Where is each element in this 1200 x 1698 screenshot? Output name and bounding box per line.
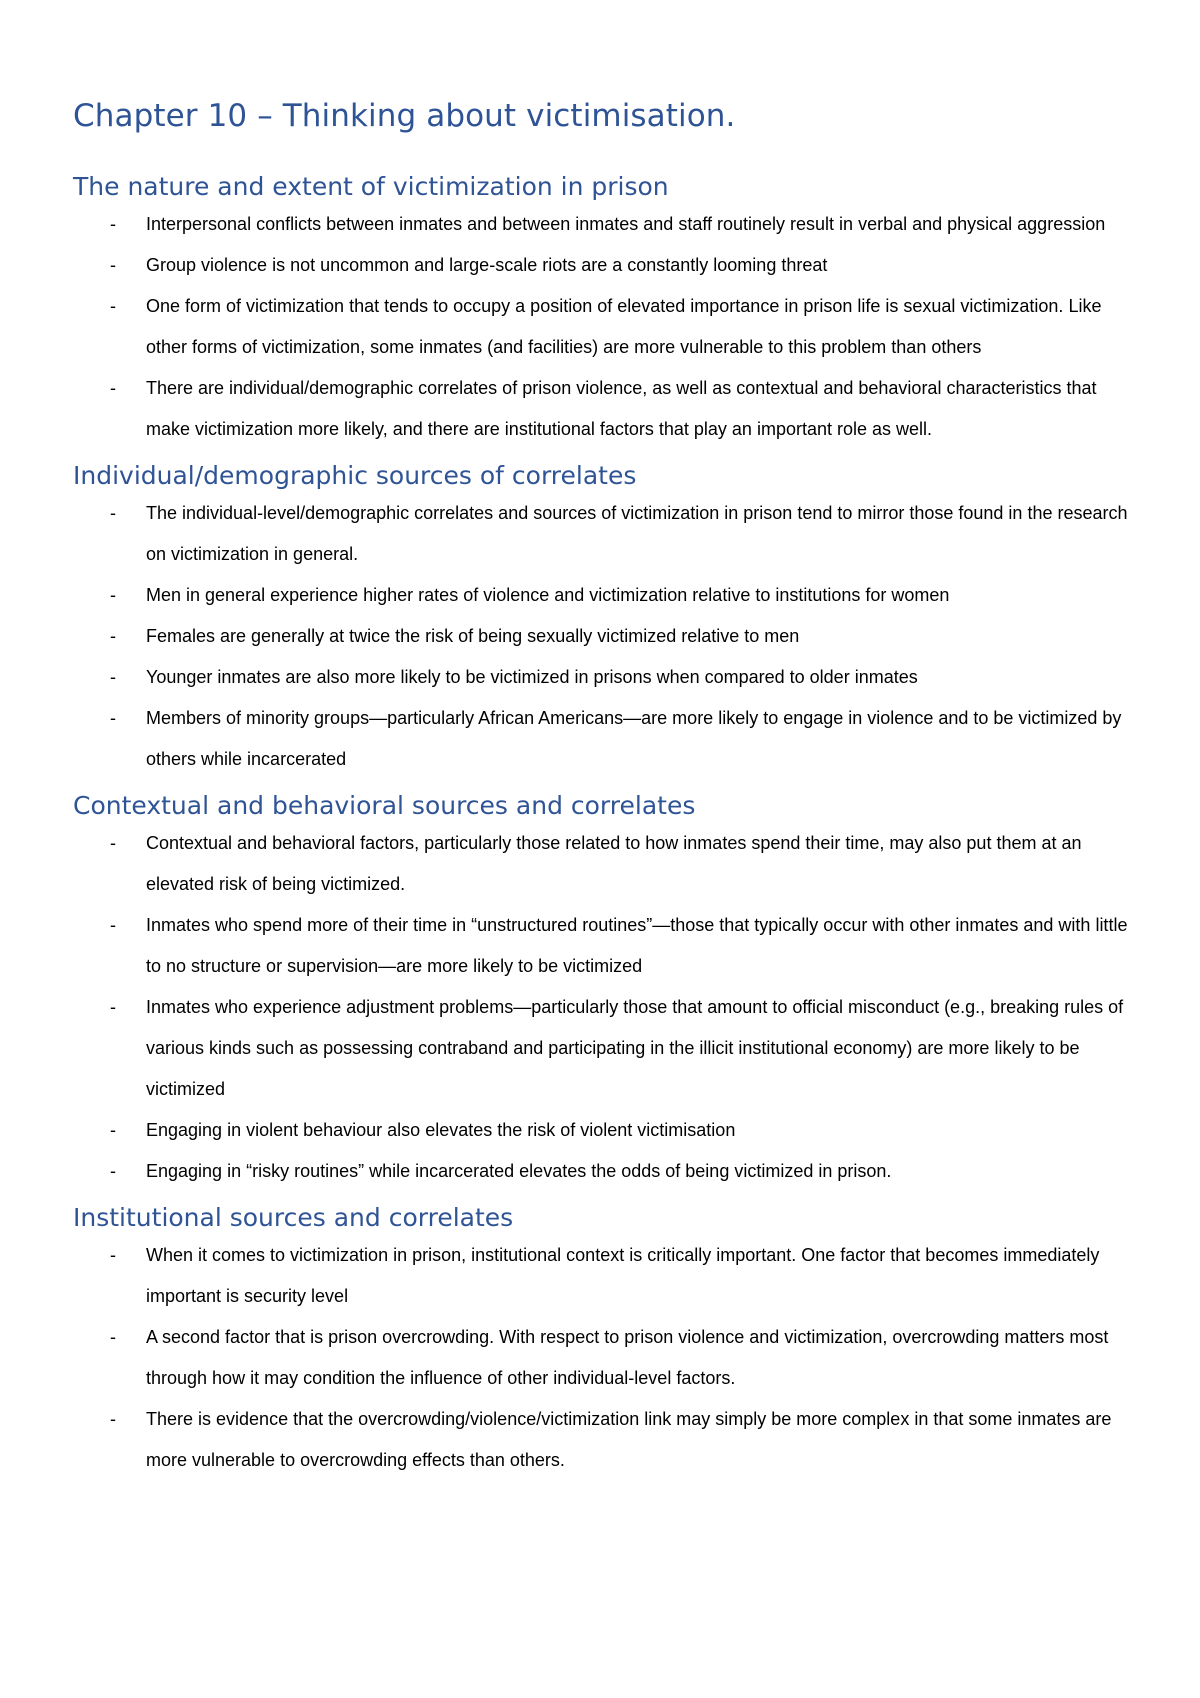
section-nature-extent bbox=[73, 170, 1140, 450]
bullet-dash: - bbox=[110, 255, 116, 275]
bullet-dash: - bbox=[110, 503, 116, 523]
bullet-item bbox=[73, 616, 1140, 657]
section-heading: Institutional sources and correlates bbox=[73, 1203, 514, 1232]
bullet-item bbox=[73, 1399, 1140, 1481]
bullet-text: Engaging in “risky routines” while incarcerated elevates the odds of being victimized in prison. bbox=[146, 1161, 892, 1181]
bullet-item bbox=[73, 575, 1140, 616]
bullet-dash: - bbox=[110, 1409, 116, 1429]
bullet-item bbox=[73, 1317, 1140, 1399]
bullet-item bbox=[73, 1110, 1140, 1151]
bullet-dash: - bbox=[110, 915, 116, 935]
bullet-item bbox=[73, 204, 1140, 245]
bullet-dash: - bbox=[110, 1161, 116, 1181]
section-institutional bbox=[73, 1201, 1140, 1481]
bullet-item bbox=[73, 1151, 1140, 1192]
bullet-dash: - bbox=[110, 626, 116, 646]
bullet-text: One form of victimization that tends to occupy a position of elevated importance in prison life is sexual victimization. Like other forms of victimization, some inmates (and facilities) are more vulnerable to this problem than others bbox=[146, 296, 1102, 357]
bullet-dash: - bbox=[110, 296, 116, 316]
bullet-item bbox=[73, 245, 1140, 286]
bullet-dash: - bbox=[110, 214, 116, 234]
bullet-list bbox=[73, 823, 1140, 1192]
bullet-text: A second factor that is prison overcrowding. With respect to prison violence and victimization, overcrowding matters most through how it may condition the influence of other individual-level factors. bbox=[146, 1327, 1109, 1388]
bullet-text: Engaging in violent behaviour also elevates the risk of violent victimisation bbox=[146, 1120, 736, 1140]
bullet-dash: - bbox=[110, 1120, 116, 1140]
bullet-item bbox=[73, 698, 1140, 780]
chapter-title: Chapter 10 – Thinking about victimisation. bbox=[73, 98, 736, 134]
bullet-text: Group violence is not uncommon and large-scale riots are a constantly looming threat bbox=[146, 255, 828, 275]
bullet-text: Younger inmates are also more likely to be victimized in prisons when compared to older inmates bbox=[146, 667, 918, 687]
bullet-dash: - bbox=[110, 378, 116, 398]
bullet-dash: - bbox=[110, 1327, 116, 1347]
section-heading: The nature and extent of victimization in prison bbox=[73, 172, 669, 201]
bullet-text: When it comes to victimization in prison, institutional context is critically important. One factor that becomes immediately important is security level bbox=[146, 1245, 1100, 1306]
bullet-list bbox=[73, 204, 1140, 450]
bullet-list bbox=[73, 1235, 1140, 1481]
bullet-item bbox=[73, 493, 1140, 575]
bullet-text: Contextual and behavioral factors, particularly those related to how inmates spend their time, may also put them at an elevated risk of being victimized. bbox=[146, 833, 1082, 894]
section-heading: Individual/demographic sources of correlates bbox=[73, 461, 637, 490]
bullet-dash: - bbox=[110, 997, 116, 1017]
bullet-text: Men in general experience higher rates of violence and victimization relative to institutions for women bbox=[146, 585, 950, 605]
bullet-dash: - bbox=[110, 708, 116, 728]
bullet-text: Inmates who spend more of their time in “unstructured routines”—those that typically occur with other inmates and with little to no structure or supervision—are more likely to be victimized bbox=[146, 915, 1128, 976]
bullet-item bbox=[73, 286, 1140, 368]
bullet-item bbox=[73, 657, 1140, 698]
bullet-text: There is evidence that the overcrowding/violence/victimization link may simply be more complex in that some inmates are more vulnerable to overcrowding effects than others. bbox=[146, 1409, 1112, 1470]
bullet-text: Inmates who experience adjustment problems—particularly those that amount to official misconduct (e.g., breaking rules of various kinds such as possessing contraband and participating in the illicit institutional economy) are more likely to be victimized bbox=[146, 997, 1124, 1099]
bullet-text: There are individual/demographic correlates of prison violence, as well as contextual and behavioral characteristics that make victimization more likely, and there are institutional factors that play an important role as well. bbox=[146, 378, 1097, 439]
bullet-list bbox=[73, 493, 1140, 780]
section-individual-demographic bbox=[73, 459, 1140, 780]
bullet-text: Members of minority groups—particularly African Americans—are more likely to engage in violence and to be victimized by others while incarcerated bbox=[146, 708, 1122, 769]
bullet-text: Females are generally at twice the risk of being sexually victimized relative to men bbox=[146, 626, 800, 646]
bullet-item bbox=[73, 1235, 1140, 1317]
bullet-item bbox=[73, 987, 1140, 1110]
bullet-text: The individual-level/demographic correlates and sources of victimization in prison tend to mirror those found in the research on victimization in general. bbox=[146, 503, 1128, 564]
bullet-item bbox=[73, 368, 1140, 450]
bullet-text: Interpersonal conflicts between inmates and between inmates and staff routinely result in verbal and physical aggression bbox=[146, 214, 1106, 234]
bullet-dash: - bbox=[110, 1245, 116, 1265]
bullet-item bbox=[73, 905, 1140, 987]
section-contextual-behavioral bbox=[73, 789, 1140, 1192]
section-heading: Contextual and behavioral sources and correlates bbox=[73, 791, 696, 820]
bullet-dash: - bbox=[110, 833, 116, 853]
bullet-item bbox=[73, 823, 1140, 905]
bullet-dash: - bbox=[110, 667, 116, 687]
bullet-dash: - bbox=[110, 585, 116, 605]
